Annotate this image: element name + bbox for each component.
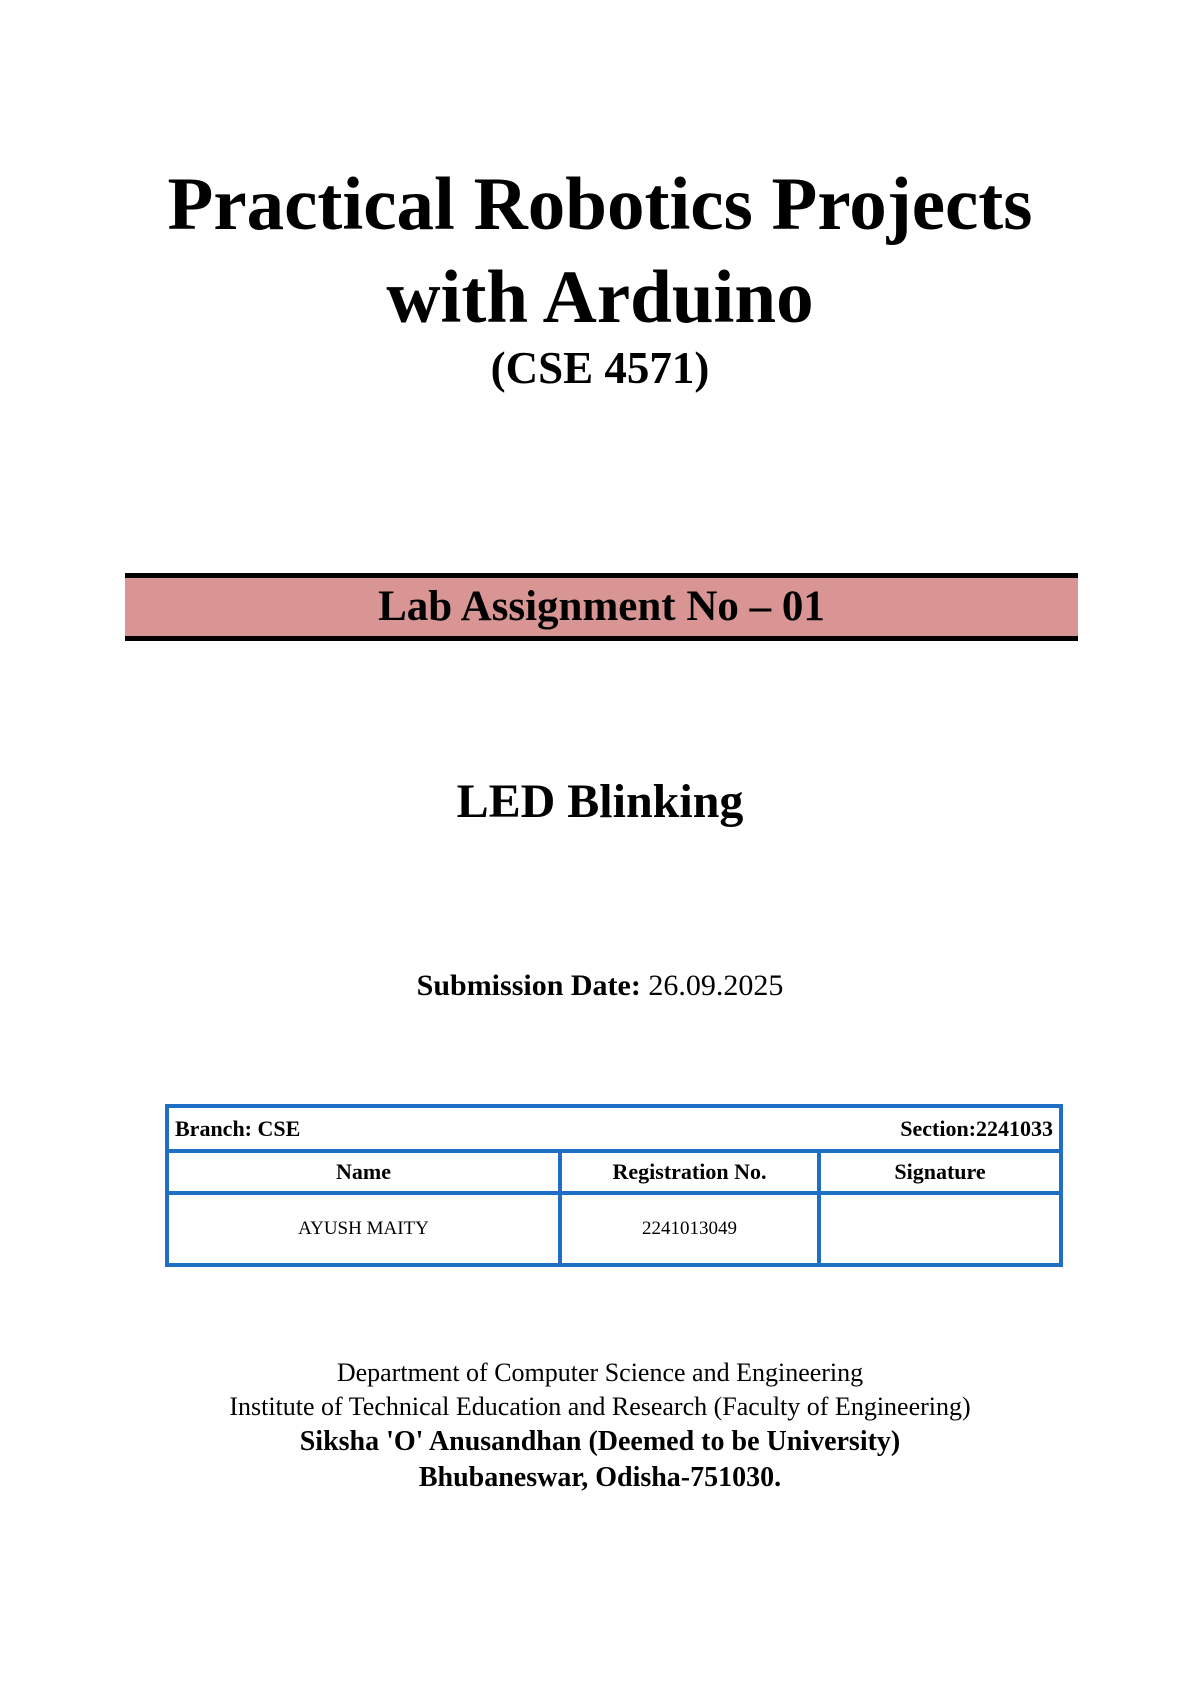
document-title xyxy=(0,158,1200,344)
header-registration-no: Registration No. xyxy=(560,1151,819,1193)
title-line-1: Practical Robotics Projects xyxy=(167,163,1033,246)
branch-text: Branch: CSE xyxy=(175,1115,301,1141)
submission-date-value: 26.09.2025 xyxy=(648,969,784,1002)
title-line-2: with Arduino xyxy=(386,256,814,339)
course-code: (CSE 4571) xyxy=(490,343,710,393)
table-row xyxy=(167,1193,1061,1265)
institute-line: Institute of Technical Education and Research (Faculty of Engineering) xyxy=(229,1392,971,1421)
institution-footer xyxy=(0,1356,1200,1496)
submission-date-label: Submission Date: xyxy=(416,969,641,1002)
department-line: Department of Computer Science and Engineering xyxy=(336,1358,864,1387)
signature-cell xyxy=(819,1193,1061,1265)
branch-section-cell xyxy=(167,1106,1061,1151)
table-header-row xyxy=(167,1151,1061,1193)
header-name: Name xyxy=(167,1151,560,1193)
branch-section-row xyxy=(167,1106,1061,1151)
header-signature: Signature xyxy=(819,1151,1061,1193)
assignment-banner: Lab Assignment No – 01 xyxy=(125,573,1078,641)
address-line: Bhubaneswar, Odisha-751030. xyxy=(418,1462,782,1493)
university-line: Siksha 'O' Anusandhan (Deemed to be University) xyxy=(299,1426,901,1457)
section-text: Section:2241033 xyxy=(900,1115,1054,1141)
student-name-cell: AYUSH MAITY xyxy=(167,1193,560,1265)
assignment-topic: LED Blinking xyxy=(456,775,744,828)
submission-date xyxy=(0,966,1200,1006)
student-details-table xyxy=(165,1104,1063,1267)
registration-no-cell: 2241013049 xyxy=(560,1193,819,1265)
